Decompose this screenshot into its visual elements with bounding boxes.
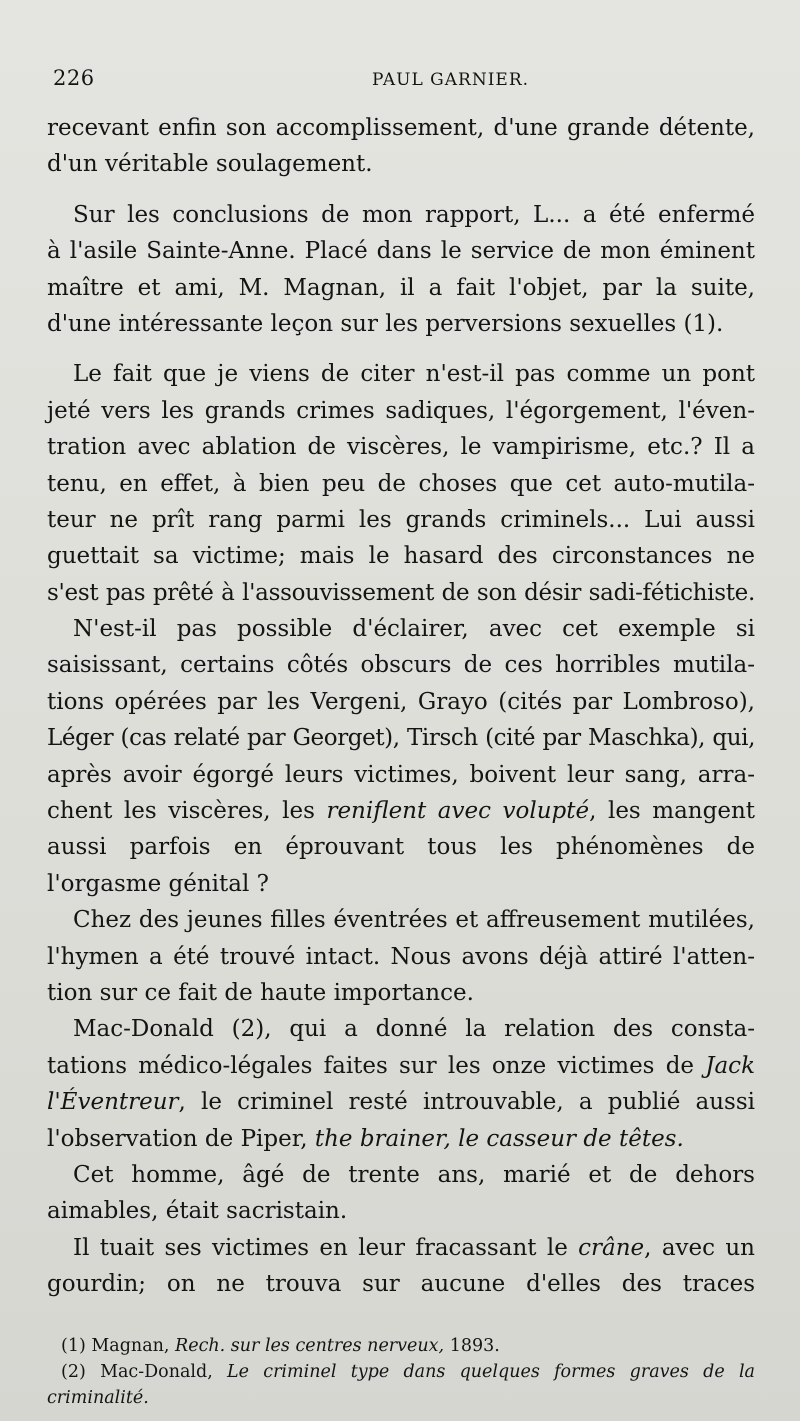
- text-run: tations médico-légales faites sur les onze victimes de: [47, 1052, 695, 1079]
- footnote-2: [47, 1359, 755, 1385]
- paragraph-gap: [47, 342, 755, 356]
- text-run: chent les viscères, les: [47, 798, 315, 825]
- text-line: tions opérées par les Vergeni, Grayo (cités par Lombroso),: [47, 688, 755, 715]
- footnote-title: Le criminel type dans quelques formes graves de la: [227, 1361, 755, 1382]
- text-line: Cet homme, âgé de trente ans, marié et de dehors: [73, 1161, 755, 1188]
- footnote-year: 1893.: [449, 1335, 500, 1356]
- text-line: gourdin; on ne trouva sur aucune d'elles des traces: [47, 1271, 755, 1298]
- text-line: tenu, en effet, à bien peu de choses que cet auto-mutila-: [47, 470, 755, 497]
- text-line: l'orgasme génital ?: [47, 870, 269, 897]
- text-line: tration avec ablation de viscères, le vampirisme, etc.? Il a: [47, 434, 755, 461]
- footnote-1: [47, 1333, 755, 1359]
- footnote-title-continued: criminalité.: [47, 1387, 149, 1408]
- footnote-author: Mac-Donald,: [100, 1361, 213, 1382]
- text-line: après avoir égorgé leurs victimes, boivent leur sang, arra-: [47, 761, 755, 788]
- footnote-gap: [47, 1303, 755, 1333]
- footnote-title: Rech. sur les centres nerveux,: [175, 1335, 445, 1356]
- text-line: Le fait que je viens de citer n'est-il pas comme un pont: [73, 361, 755, 388]
- text-line: Mac-Donald (2), qui a donné la relation des consta-: [73, 1016, 755, 1043]
- italic-run: the brainer, le casseur de têtes.: [314, 1125, 684, 1152]
- italic-run: Jack: [705, 1052, 756, 1079]
- text-run: , avec un: [644, 1234, 755, 1261]
- text-line: Chez des jeunes filles éventrées et affreusement mutilées,: [73, 907, 755, 934]
- text-line: s'est pas prêté à l'assouvissement de son désir sadi-fétichiste.: [47, 579, 755, 606]
- text-line: d'une intéressante leçon sur les perversions sexuelles (1).: [47, 310, 724, 337]
- footnote-mark: (1): [61, 1335, 86, 1356]
- main-text: [47, 110, 755, 1411]
- footnote-author: Magnan,: [91, 1335, 170, 1356]
- text-line-mixed: [47, 1230, 755, 1266]
- text-line: Sur les conclusions de mon rapport, L... a été enfermé: [73, 201, 755, 228]
- footnote-mark: (2): [61, 1361, 86, 1382]
- paragraph-gap: [47, 183, 755, 197]
- text-line: l'hymen a été trouvé intact. Nous avons déjà attiré l'atten-: [47, 943, 755, 970]
- italic-run: l'Éventreur: [47, 1089, 179, 1116]
- text-line: aussi parfois en éprouvant tous les phénomènes de: [47, 834, 755, 861]
- text-line: N'est-il pas possible d'éclairer, avec cet exemple si: [73, 616, 755, 643]
- running-head: PAUL GARNIER.: [372, 70, 530, 90]
- text-line: jeté vers les grands crimes sadiques, l'égorgement, l'éven-: [47, 397, 755, 424]
- text-run: Il tuait ses victimes en leur fracassant le: [73, 1234, 568, 1261]
- text-run: , le criminel resté introuvable, a publié aussi: [178, 1089, 755, 1116]
- page-header: [47, 66, 753, 100]
- text-line: saisissant, certains côtés obscurs de ces horribles mutila-: [47, 652, 755, 679]
- text-run: , les mangent: [589, 798, 755, 825]
- text-run: l'observation de Piper,: [47, 1125, 308, 1152]
- page-number: 226: [53, 66, 95, 90]
- text-line: tion sur ce fait de haute importance.: [47, 979, 474, 1006]
- text-line-mixed: [47, 1084, 755, 1120]
- italic-run: crâne: [578, 1234, 645, 1261]
- footnote-2-continued: [47, 1385, 755, 1411]
- text-line: guettait sa victime; mais le hasard des circonstances ne: [47, 543, 755, 570]
- text-line: recevant enfin son accomplissement, d'une grande détente,: [47, 115, 755, 141]
- text-line: teur ne prît rang parmi les grands criminels... Lui aussi: [47, 506, 755, 533]
- text-line-mixed: [47, 793, 755, 829]
- italic-run: reniflent avec volupté: [326, 798, 590, 825]
- text-line: à l'asile Sainte-Anne. Placé dans le service de mon éminent: [47, 238, 755, 265]
- text-line-mixed: [47, 1048, 755, 1084]
- text-line: aimables, était sacristain.: [47, 1198, 348, 1225]
- text-line: maître et ami, M. Magnan, il a fait l'objet, par la suite,: [47, 274, 755, 301]
- text-line: Léger (cas relaté par Georget), Tirsch (cité par Maschka), qui,: [47, 725, 755, 752]
- text-line-mixed: [47, 1121, 755, 1157]
- text-line: d'un véritable soulagement.: [47, 151, 373, 178]
